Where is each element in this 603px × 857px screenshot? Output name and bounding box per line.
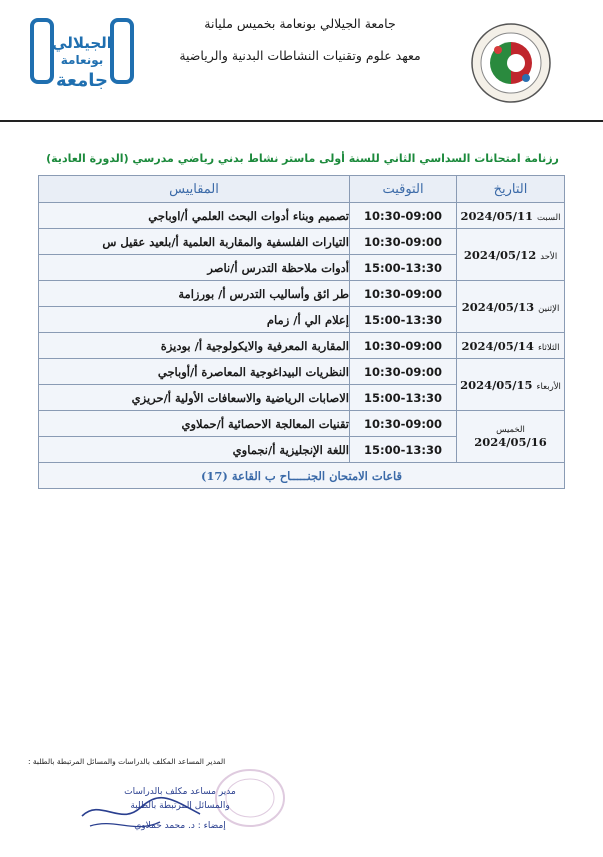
date-cell [457,411,565,463]
table-footer-row [39,463,565,489]
time-cell: 15:00-13:30 [350,307,457,333]
table-row [39,203,565,229]
table-header-row [39,176,565,203]
university-name: جامعة الجيلالي بونعامة بخميس مليانة [204,16,396,31]
time-cell: 15:00-13:30 [350,437,457,463]
institute-name: معهد علوم وتقنيات النشاطات البدنية والرياضية [179,48,421,63]
table-row [39,281,565,307]
signatory-title: المدير المساعد المكلف بالدراسات والمسائل المرتبطة بالطلبة : [28,757,226,766]
column-header-date: التاريخ [457,176,565,203]
official-stamp [60,768,290,848]
subject-cell: المقاربة المعرفية والايكولوجية أ/ بوديزة [39,333,350,359]
subject-cell: أدوات ملاحظة التدرس أ/ناصر [39,255,350,281]
exam-rooms-note: قاعات الامتحان الجنـــــاح ب القاعة (17) [39,463,565,489]
subject-cell: تصميم وبناء أدوات البحث العلمي أ/اوباجي [39,203,350,229]
time-cell: 10:30-09:00 [350,359,457,385]
day-name: الخميس [496,424,525,435]
time-cell: 10:30-09:00 [350,411,457,437]
table-row [39,229,565,255]
subject-cell: تقنيات المعالجة الاحصائية أ/حملاوي [39,411,350,437]
svg-text:الجيلالي: الجيلالي [52,34,112,52]
header-divider [0,120,603,122]
exam-date: 2024/05/16 [474,434,547,449]
svg-text:جامعة: جامعة [56,70,108,91]
exam-schedule-table [38,175,565,489]
time-cell: 10:30-09:00 [350,203,457,229]
subject-cell: طر ائق وأساليب التدرس أ/ بورزامة [39,281,350,307]
subject-cell: الاصابات الرياضية والاسعافات الأولية أ/حريزي [39,385,350,411]
svg-text:بونعامة: بونعامة [60,53,104,67]
day-name: الإثنين [538,303,560,314]
time-cell: 15:00-13:30 [350,255,457,281]
exam-date: 2024/05/12 [463,247,537,262]
table-row [39,411,565,437]
schedule-title: رزنامة امتحانات السداسي الثاني للسنة أولى ماستر نشاط بدني رياضي مدرسي (الدورة العادية) [46,152,559,165]
time-cell: 10:30-09:00 [350,281,457,307]
table-row [39,333,565,359]
svg-text:إمضاء : د. محمد حملاوي: إمضاء : د. محمد حملاوي [134,821,226,831]
exam-date: 2024/05/15 [460,377,533,392]
date-cell [457,229,565,281]
exam-date: 2024/05/14 [461,338,534,353]
subject-cell: اللغة الإنجليزية أ/نجماوي [39,437,350,463]
date-cell [457,203,565,229]
date-cell [457,333,565,359]
time-cell: 10:30-09:00 [350,333,457,359]
column-header-subject: المقاييس [39,176,350,203]
subject-cell: التيارات الفلسفية والمقاربة العلمية أ/بلعيد عقيل س [39,229,350,255]
column-header-time: التوقيت [350,176,457,203]
exam-date: 2024/05/13 [461,299,535,314]
time-cell: 10:30-09:00 [350,229,457,255]
day-name: الثلاثاء [537,342,560,353]
time-cell: 15:00-13:30 [350,385,457,411]
day-name: السبت [536,212,561,223]
university-logo [30,14,135,94]
day-name: الأحد [540,251,558,262]
institute-logo [470,22,552,104]
date-cell [457,281,565,333]
table-row [39,359,565,385]
day-name: الأربعاء [536,381,561,392]
svg-text:مدير مساعد مكلف بالدراسات: مدير مساعد مكلف بالدراسات [124,787,236,797]
subject-cell: النظريات البيداغوجية المعاصرة أ/أوباجي [39,359,350,385]
exam-date: 2024/05/11 [460,208,533,223]
date-cell [457,359,565,411]
svg-text:والمسائل المرتبطة بالطلبة: والمسائل المرتبطة بالطلبة [130,801,230,811]
subject-cell: إعلام الي أ/ زمام [39,307,350,333]
